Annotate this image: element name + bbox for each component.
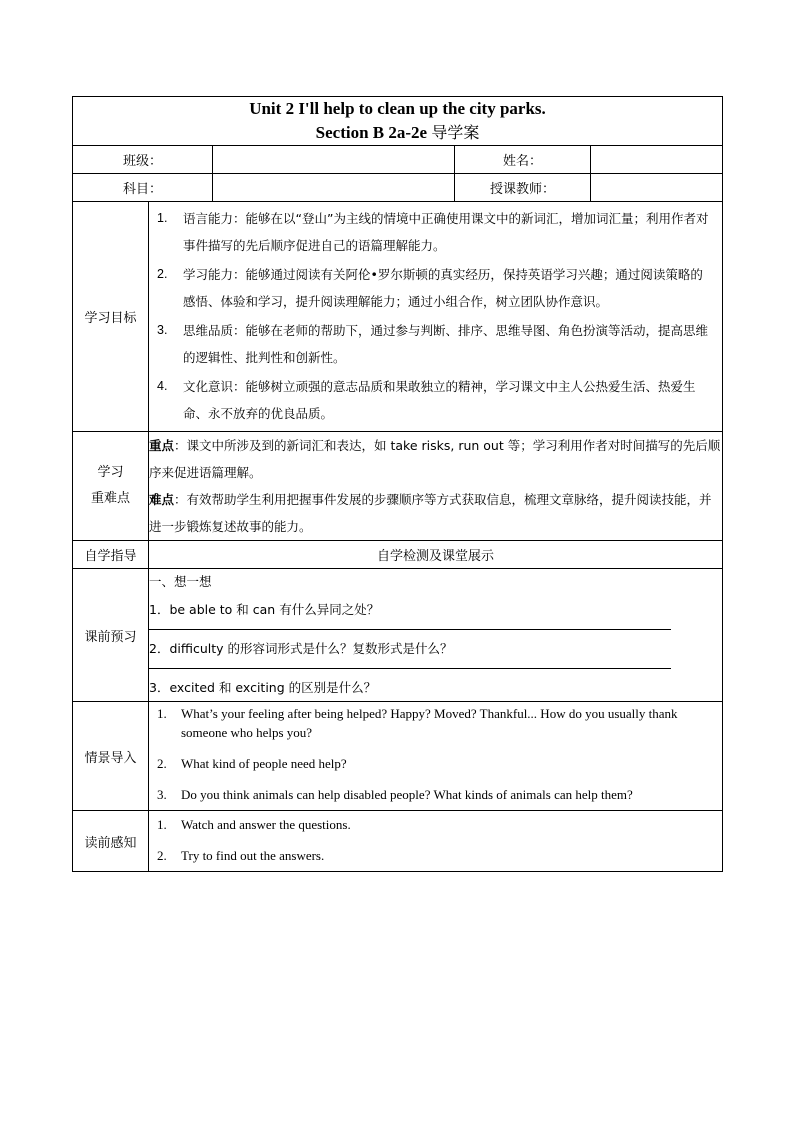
worksheet-table — [72, 96, 723, 872]
class-label: 班级： — [73, 146, 213, 174]
pre-reading-text: Try to find out the answers. — [181, 848, 325, 863]
difficult-point-label: 难点 — [149, 492, 175, 507]
pre-reading-item — [157, 815, 714, 834]
difficult-point-text: ：有效帮助学生利用把握事件发展的步骤顺序等方式获取信息，梳理文章脉络，提升阅读技能，并进一步锻炼复述故事的能力。 — [149, 492, 712, 534]
pre-reading-number: 2. — [157, 848, 167, 863]
goal-number: 3. — [157, 323, 168, 337]
pre-reading-list — [149, 811, 722, 871]
title-guide-label: 导学案 — [431, 123, 480, 142]
goal-item — [157, 317, 714, 371]
keypoints-label — [73, 432, 149, 541]
preview-question-3: 3．excited 和 exciting 的区别是什么？ — [149, 680, 377, 695]
pre-reading-number: 1. — [157, 817, 167, 832]
preview-question-1: 1．be able to 和 can 有什么异同之处？ — [149, 602, 380, 617]
guide-heading: 自学检测及课堂展示 — [149, 541, 723, 569]
keypoints-label-line-1: 学习 — [97, 465, 124, 480]
title-section: Section B 2a-2e — [315, 123, 428, 142]
pre-reading-item — [157, 846, 714, 865]
keypoints-label-line-2: 重难点 — [90, 491, 130, 506]
lead-in-number: 3. — [157, 787, 167, 802]
teacher-label: 授课教师： — [455, 174, 591, 202]
pre-reading-text: Watch and answer the questions. — [181, 817, 351, 832]
goal-text: 思维品质：能够在老师的帮助下，通过参与判断、排序、思维导图、角色扮演等活动，提高思维的逻辑性、批判性和创新性。 — [183, 323, 709, 365]
difficult-point — [149, 486, 722, 540]
lead-in-item — [157, 754, 714, 773]
goal-number: 2. — [157, 267, 168, 281]
pre-reading-cell — [149, 811, 723, 872]
pre-reading-label: 读前感知 — [73, 811, 149, 872]
name-field[interactable] — [591, 146, 723, 174]
lead-in-text: What kind of people need help? — [181, 756, 347, 771]
lead-in-text: What’s your feeling after being helped? Happy? Moved? Thankful... How do you usually thank someone who helps you? — [181, 706, 678, 740]
lead-in-label: 情景导入 — [73, 702, 149, 811]
answer-line-2[interactable] — [149, 668, 671, 669]
lead-in-cell — [149, 702, 723, 811]
title-line-2 — [73, 121, 722, 145]
goals-label: 学习目标 — [73, 202, 149, 432]
subject-field[interactable] — [213, 174, 455, 202]
preview-label: 课前预习 — [73, 569, 149, 702]
goal-text: 学习能力：能够通过阅读有关阿伦•罗尔斯顿的真实经历，保持英语学习兴趣；通过阅读策略的感悟、体验和学习，提升阅读理解能力；通过小组合作，树立团队协作意识。 — [183, 267, 703, 309]
key-point-label: 重点 — [149, 438, 175, 453]
goal-number: 4. — [157, 379, 168, 393]
name-label: 姓名： — [455, 146, 591, 174]
goal-item — [157, 373, 714, 427]
key-point-text: ：课文中所涉及到的新词汇和表达，如 take risks, run out 等；学习利用作者对时间描写的先后顺序来促进语篇理解。 — [149, 438, 721, 480]
key-point — [149, 432, 722, 486]
preview-cell — [149, 569, 723, 702]
goals-cell — [149, 202, 723, 432]
goal-item — [157, 261, 714, 315]
class-field[interactable] — [213, 146, 455, 174]
lead-in-item — [157, 785, 714, 804]
goal-item — [157, 205, 714, 259]
guide-label: 自学指导 — [73, 541, 149, 569]
preview-section-title: 一、想一想 — [149, 574, 212, 589]
title-line-1: Unit 2 I'll help to clean up the city parks. — [249, 99, 546, 118]
preview-question-2: 2．difficulty 的形容词形式是什么？复数形式是什么？ — [149, 641, 453, 656]
goal-text: 语言能力：能够在以“登山”为主线的情境中正确使用课文中的新词汇，增加词汇量；利用作者对事件描写的先后顺序促进自己的语篇理解能力。 — [183, 211, 709, 253]
teacher-field[interactable] — [591, 174, 723, 202]
goal-text: 文化意识：能够树立顽强的意志品质和果敢独立的精神，学习课文中主人公热爱生活、热爱生命、永不放弃的优良品质。 — [183, 379, 696, 421]
lead-in-number: 2. — [157, 756, 167, 771]
lead-in-text: Do you think animals can help disabled people? What kinds of animals can help them? — [181, 787, 633, 802]
goal-number: 1. — [157, 211, 168, 225]
subject-label: 科目： — [73, 174, 213, 202]
lead-in-number: 1. — [157, 706, 167, 721]
lead-in-list — [149, 702, 722, 810]
worksheet-title — [73, 97, 723, 146]
keypoints-cell — [149, 432, 723, 541]
answer-line-1[interactable] — [149, 629, 671, 630]
goals-list — [149, 202, 722, 431]
lead-in-item — [157, 704, 714, 742]
